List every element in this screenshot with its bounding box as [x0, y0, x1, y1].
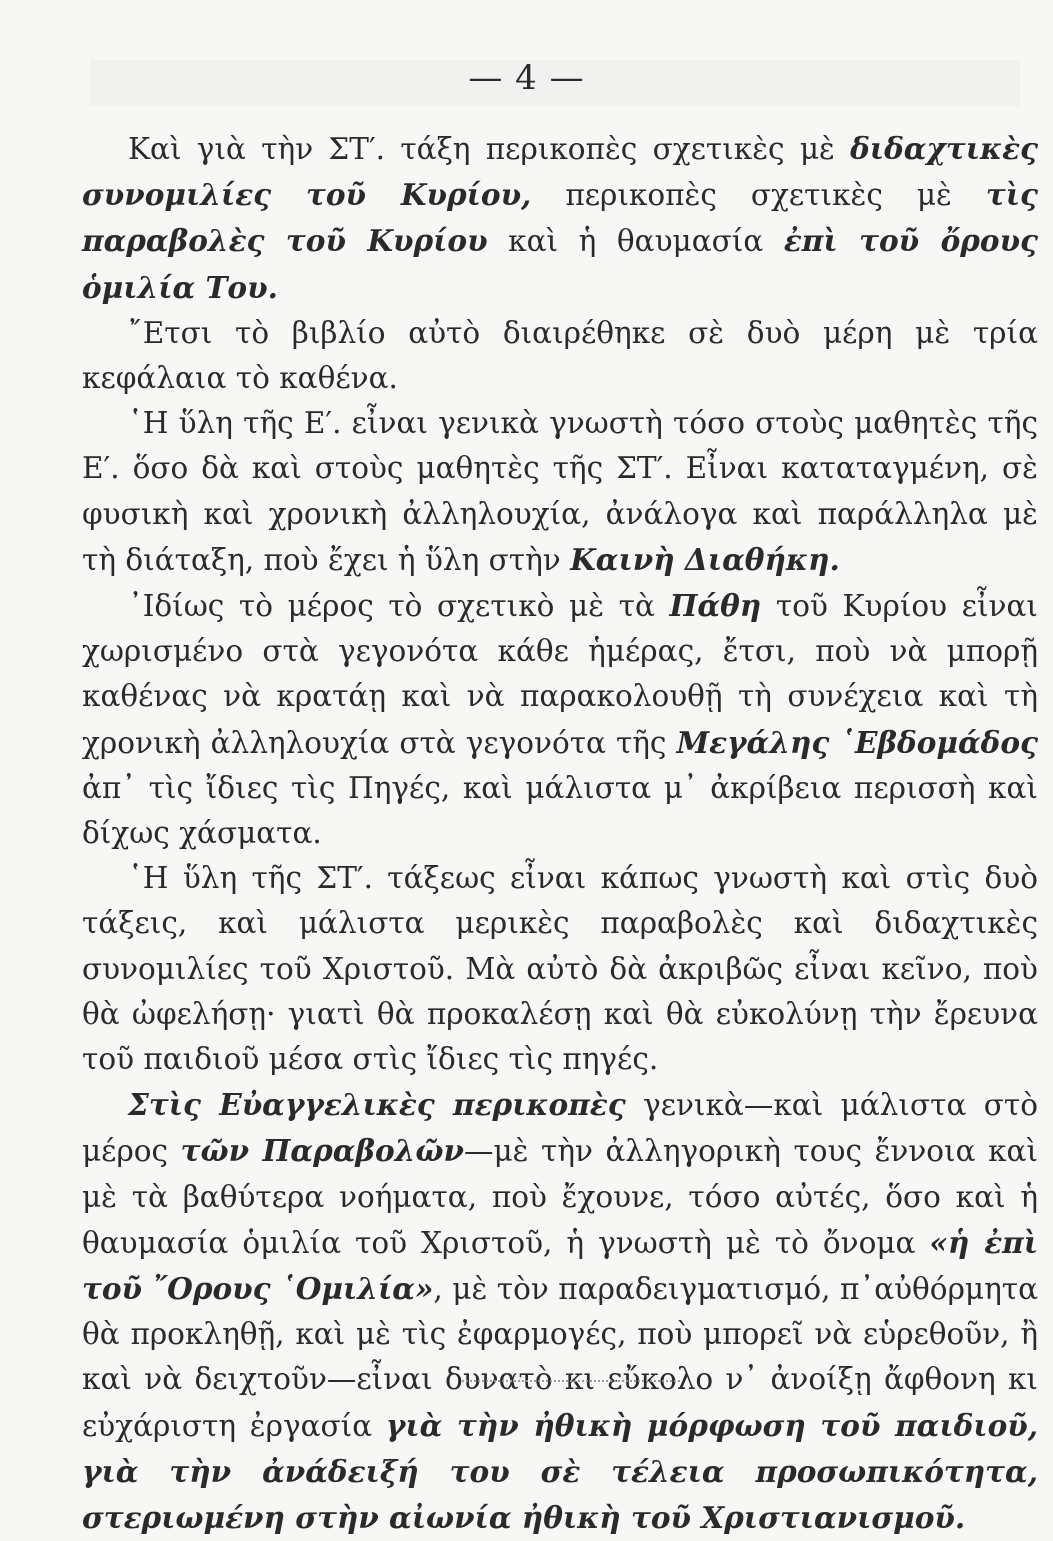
text-run: —μὲ τὴν ἀλληγορικὴ τους ἔννοια καὶ μὲ τὰ βαθύτερα νοήματα, ποὺ ἔχουνε, τόσο αὐτές, ὅσο καὶ ἡ θαυμασία ὁμιλία τοῦ Χριστοῦ, ἡ γνωστὴ μὲ τὸ ὄνομα [82, 1134, 1039, 1260]
text-run: περικοπὲς σχετικὲς μὲ [531, 178, 986, 213]
emphasis-text: «ἡ ἐπὶ τοῦ ῎Ορους ῾Ομιλία» [82, 1224, 1038, 1307]
paragraph [82, 401, 1038, 583]
emphasis-text: Στὶς Εὐαγγελικὲς περικοπὲς [128, 1087, 626, 1123]
text-run: καὶ ἡ θαυμασία [487, 224, 784, 259]
paragraph [82, 1082, 1038, 1541]
text-run: ἀπ᾽ τὶς ἴδιες τὶς Πηγές, καὶ μάλιστα μ᾽ ἀκρίβεια περισσὴ καὶ δίχως χάσματα. [82, 770, 1038, 851]
text-run: Καὶ γιὰ τὴν ΣΤ′. τάξη περικοπὲς σχετικὲς μὲ [128, 132, 851, 166]
text-run: γενικὰ—καὶ μάλιστα στὸ μέρος [82, 1088, 1038, 1169]
text-run: ῎Ετσι τὸ βιβλίο αὐτὸ διαιρέθηκε σὲ δυὸ μέρη μὲ τρία κεφάλαια τὸ καθένα. [82, 315, 1038, 396]
end-ornament-rule [462, 1374, 680, 1382]
text-run: τοῦ Κυρίου εἶναι χωρισμένο στὰ γεγονότα κάθε ἡμέρας, ἔτσι, ποὺ νὰ μπορῇ καθένας νὰ κρατάῃ καὶ νὰ παρακολουθῇ τὴ συνέχεια καὶ τὴ χρονικὴ ἀλληλουχία στὰ γεγονότα τῆς [82, 589, 1038, 760]
emphasis-text: Πάθη [669, 588, 762, 624]
paragraph [82, 311, 1038, 401]
body-text [82, 126, 1038, 1541]
text-run: ῾Η ὕλη τῆς Ε′. εἶναι γενικὰ γνωστὴ τόσο στοὺς μαθητὲς τῆς Ε′. ὅσο δὰ καὶ στοὺς μαθητὲς τῆς ΣΤ′. Εἶναι καταταγμένη, σὲ φυσικὴ καὶ χρονικὴ ἀλληλουχία, ἀνάλογα καὶ παράλληλα μὲ τὴ διάταξη, ποὺ ἔχει ἡ ὕλη στὴν [82, 406, 1038, 577]
emphasis-text: διδαχτικὲς συνομιλίες τοῦ Κυρίου, [82, 131, 1038, 213]
page-number: — 4 — [468, 58, 585, 98]
emphasis-text: τῶν Παραβολῶν [180, 1133, 464, 1169]
emphasis-text: γιὰ τὴν ἠθικὴ μόρφωση τοῦ παιδιοῦ, γιὰ τὴν ἀνάδειξή του σὲ τέλεια προσωπικότητα, στεριωμένη στὴν αἰωνία ἠθικὴ τοῦ Χριστιανισμοῦ. [82, 1407, 1038, 1536]
emphasis-text: Μεγάλης ῾Εβδομάδος [676, 724, 1038, 760]
emphasis-text: Καινὴ Διαθήκη. [570, 541, 840, 577]
paragraph [82, 126, 1038, 311]
text-run: ῾Η ὕλη τῆς ΣΤ′. τάξεως εἶναι κάπως γνωστὴ καὶ στὶς δυὸ τάξεις, καὶ μάλιστα μερικὲς παραβολὲς καὶ διδαχτικὲς συνομιλίες τοῦ Χριστοῦ. Μὰ αὐτὸ δὰ ἀκριβῶς εἶναι κεῖνο, ποὺ θὰ ὠφελήσῃ· γιατὶ θὰ προκαλέσῃ καὶ θὰ εὐκολύνῃ τὴν ἔρευνα τοῦ παιδιοῦ μέσα στὶς ἴδιες τὶς πηγές. [82, 861, 1038, 1077]
emphasis-text: τὶς παραβολὲς τοῦ Κυρίου [82, 177, 1038, 259]
paragraph [82, 856, 1038, 1082]
text-run: ᾽Ιδίως τὸ μέρος τὸ σχετικὸ μὲ τὰ [128, 589, 670, 624]
emphasis-text: ἐπὶ τοῦ ὄρους ὁμιλία Του. [82, 223, 1038, 305]
text-run: , μὲ τὸν παραδειγματισμό, π᾽αὐθόρμητα θὰ προκληθῇ, καὶ μὲ τὶς ἐφαρμογές, ποὺ μπορεῖ νὰ εὑρεθοῦν, ἢ καὶ νὰ δειχτοῦν—εἶναι δυνατὸ κι εὔκολο ν᾽ ἀνοίξῃ ἄφθονη κι εὐχάριστη ἐργασία [82, 1272, 1038, 1443]
paragraph [82, 583, 1038, 856]
